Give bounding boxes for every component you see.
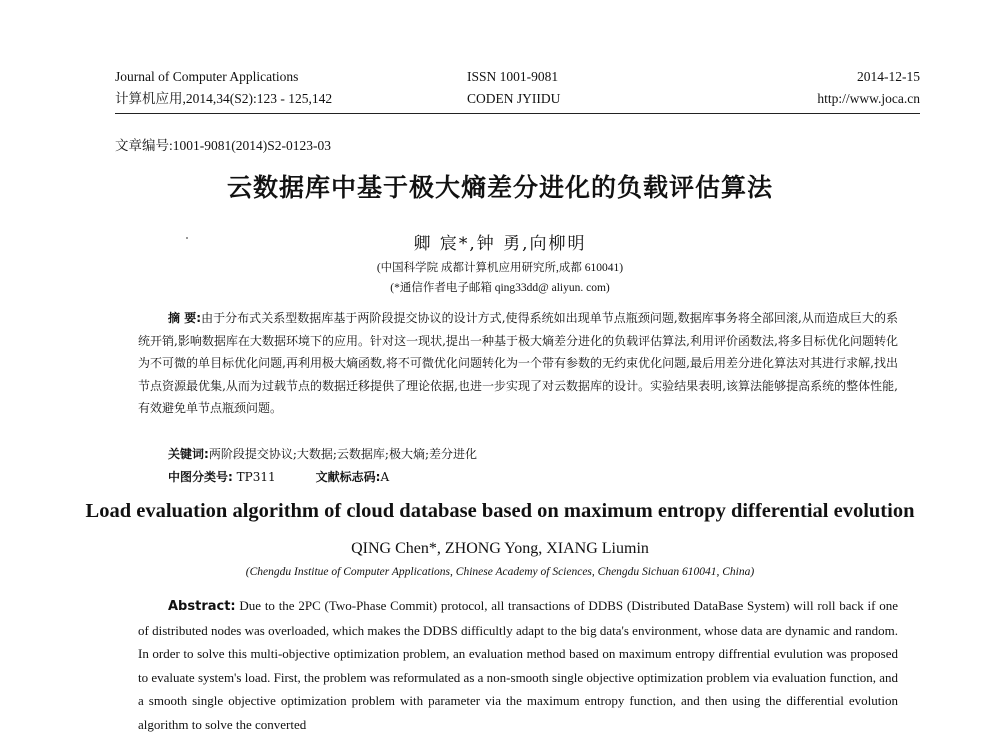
issn: ISSN 1001-9081 bbox=[467, 69, 559, 84]
header-journal-block bbox=[115, 66, 332, 110]
abstract-cn-text: 由于分布式关系型数据库基于两阶段提交协议的设计方式,使得系统如出现单节点瓶颈问题,数据库事务将全部回滚,从而造成巨大的系统开销,影响数据库在大数据环境下的应用。针对这一现状,提出一种基于极大熵差分进化的负载评估算法,利用评价函数法,将多目标优化问题转化为不可微的单目标优化问题,再利用极大熵函数,将不可微优化问题转化为一个带有参数的无约束优化问题,最后用差分进化算法对其进行求解,找出节点资源最优集,从而为过载节点的数据迁移提供了理论依据,也进一步实现了对云数据库的设计。实验结果表明,该算法能够提高系统的整体性能,有效避免单节点瓶颈问题。 bbox=[138, 311, 898, 415]
article-number: 文章编号:1001-9081(2014)S2-0123-03 bbox=[115, 138, 331, 153]
doc-code-label: 文献标志码: bbox=[315, 470, 381, 484]
authors-cn: 卿 宸*,钟 勇,向柳明 bbox=[413, 234, 587, 254]
clc-label: 中图分类号: bbox=[168, 470, 233, 484]
header-date-block bbox=[817, 66, 920, 110]
keywords-cn-label: 关键词: bbox=[168, 447, 209, 461]
journal-url[interactable]: http://www.joca.cn bbox=[817, 91, 920, 106]
abstract-cn-label: 摘 要: bbox=[168, 311, 202, 325]
corresponding-author-cn: (*通信作者电子邮箱 qing33dd@ aliyun. com) bbox=[390, 282, 610, 294]
title-en: Load evaluation algorithm of cloud database based on maximum entropy differential evolution bbox=[85, 500, 915, 522]
authors-en: QING Chen*, ZHONG Yong, XIANG Liumin bbox=[351, 540, 649, 557]
affiliation-en: (Chengdu Institue of Computer Applications, Chinese Academy of Sciences, Chengdu Sichuan 610041, China) bbox=[245, 566, 755, 578]
header-codes-block bbox=[467, 66, 560, 110]
affiliation-cn: (中国科学院 成都计算机应用研究所,成都 610041) bbox=[376, 262, 624, 274]
journal-name-en: Journal of Computer Applications bbox=[115, 69, 299, 84]
clc-value: TP311 bbox=[236, 470, 276, 484]
coden: CODEN JYIIDU bbox=[467, 91, 561, 106]
keywords-cn-text: 两阶段提交协议;大数据;云数据库;极大熵;差分进化 bbox=[208, 447, 477, 461]
doc-code-value: A bbox=[380, 470, 390, 484]
header-rule bbox=[115, 113, 920, 114]
running-header bbox=[0, 66, 1000, 110]
keywords-cn bbox=[168, 445, 477, 462]
abstract-en bbox=[138, 594, 898, 736]
abstract-cn bbox=[138, 307, 898, 420]
journal-citation-cn: 计算机应用,2014,34(S2):123 - 125,142 bbox=[115, 91, 333, 106]
abstract-en-text: Due to the 2PC (Two-Phase Commit) protocol, all transactions of DDBS (Distributed DataBase System) will roll back if one of distributed nodes was overloaded, which makes the DDBS difficultly adapt to the big data's environment, whose data are dynamic and random. In order to solve this multi-objective optimization problem, an evaluation method based on maximum entropy diffrential evulution was proposed to evaluate system's load. First, the problem was reformulated as a non-smooth single objective optimization problem via evaluation function, and a smooth single objective optimization problem with parameter via the maximum entropy function, and then using the differential evolution algorithm to solve the converted bbox=[138, 598, 898, 732]
publication-date: 2014-12-15 bbox=[857, 69, 920, 84]
title-cn: 云数据库中基于极大熵差分进化的负载评估算法 bbox=[226, 173, 773, 202]
classification-line bbox=[168, 468, 389, 485]
abstract-en-label: Abstract: bbox=[168, 599, 236, 614]
